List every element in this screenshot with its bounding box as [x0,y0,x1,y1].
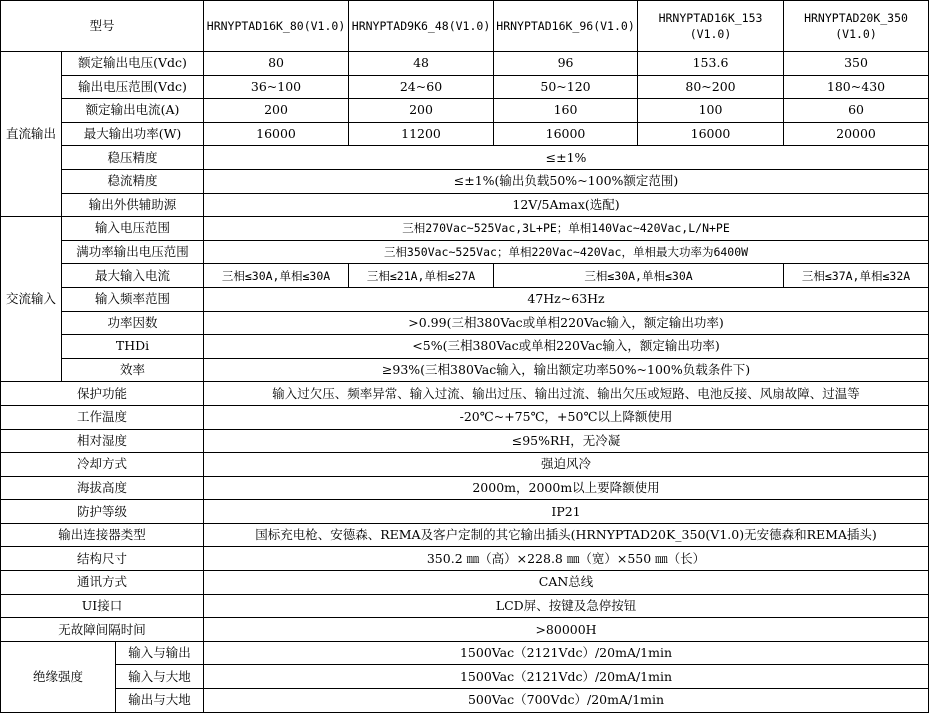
value-cell: ≤95%RH，无冷凝 [204,429,929,453]
value-cell: 20000 [784,122,929,146]
row-label: 功率因数 [62,311,204,335]
table-row [1,335,929,359]
row-label: 输出外供辅助源 [62,193,204,217]
group-label-dc: 直流输出 [1,52,62,217]
value-cell: 96 [494,52,638,76]
table-row [1,547,929,571]
table-row [1,311,929,335]
model-cell: HRNYPTAD20K_350 (V1.0) [784,1,929,52]
value-cell: ≤±1% [204,146,929,170]
value-cell: 国标充电枪、安德森、REMA及客户定制的其它输出插头(HRNYPTAD20K_350(V1.0)无安德森和REMA插头) [204,523,929,547]
model-cell: HRNYPTAD16K_80(V1.0) [204,1,349,52]
value-cell: CAN总线 [204,571,929,595]
row-label: 输出连接器类型 [1,523,204,547]
table-row [1,122,929,146]
group-label-insulation: 绝缘强度 [1,641,116,712]
row-label: 工作温度 [1,405,204,429]
table-row [1,453,929,477]
table-row [1,193,929,217]
value-cell: 350.2 ㎜（高）×228.8 ㎜（宽）×550 ㎜（长） [204,547,929,571]
table-row [1,169,929,193]
value-cell: 500Vac（700Vdc）/20mA/1min [204,689,929,713]
value-cell: -20℃~+75℃，+50℃以上降额使用 [204,405,929,429]
value-cell: 16000 [494,122,638,146]
table-row [1,429,929,453]
row-label: 通讯方式 [1,571,204,595]
table-row [1,146,929,170]
value-cell: 180~430 [784,75,929,99]
value-cell: 200 [204,99,349,123]
table-row [1,358,929,382]
value-cell: 三相350Vac~525Vac；单相220Vac~420Vac，单相最大功率为6400W [204,240,929,264]
table-row [1,240,929,264]
value-cell: 24~60 [349,75,494,99]
row-label: 输入与大地 [116,665,204,689]
row-label: 输入频率范围 [62,287,204,311]
row-label: 冷却方式 [1,453,204,477]
table-row [1,382,929,406]
row-label: 最大输出功率(W) [62,122,204,146]
value-cell: 100 [638,99,784,123]
table-row [1,571,929,595]
value-cell: 36~100 [204,75,349,99]
value-cell: IP21 [204,500,929,524]
value-cell: 48 [349,52,494,76]
model-cell: HRNYPTAD16K_96(V1.0) [494,1,638,52]
row-label: 额定输出电流(A) [62,99,204,123]
table-row [1,618,929,642]
row-label: UI接口 [1,594,204,618]
table-row [1,594,929,618]
table-row [1,665,929,689]
table-row [1,689,929,713]
value-cell: ≥93%(三相380Vac输入，输出额定功率50%~100%负载条件下) [204,358,929,382]
value-cell: <5%(三相380Vac或单相220Vac输入，额定输出功率) [204,335,929,359]
value-cell: 80~200 [638,75,784,99]
row-label: 海拔高度 [1,476,204,500]
value-cell: 50~120 [494,75,638,99]
row-label: 效率 [62,358,204,382]
value-cell: 11200 [349,122,494,146]
value-cell: 60 [784,99,929,123]
table-row [1,52,929,76]
row-label: 输入与输出 [116,641,204,665]
row-label: 无故障间隔时间 [1,618,204,642]
row-label: 最大输入电流 [62,264,204,288]
value-cell: ≤±1%(输出负载50%~100%额定范围) [204,169,929,193]
row-label: 额定输出电压(Vdc) [62,52,204,76]
model-label: 型号 [1,1,204,52]
table-row [1,476,929,500]
value-cell: 350 [784,52,929,76]
table-row [1,75,929,99]
value-cell: 1500Vac（2121Vdc）/20mA/1min [204,641,929,665]
table-row [1,264,929,288]
table-row [1,287,929,311]
value-cell: LCD屏、按键及急停按钮 [204,594,929,618]
table-row [1,500,929,524]
value-cell: 200 [349,99,494,123]
row-label: 结构尺寸 [1,547,204,571]
row-label: 稳压精度 [62,146,204,170]
value-cell: 1500Vac（2121Vdc）/20mA/1min [204,665,929,689]
row-label: 相对湿度 [1,429,204,453]
value-cell: >80000H [204,618,929,642]
value-cell: 47Hz~63Hz [204,287,929,311]
row-label: 保护功能 [1,382,204,406]
value-cell: 输入过欠压、频率异常、输入过流、输出过压、输出过流、输出欠压或短路、电池反接、风扇故障、过温等 [204,382,929,406]
value-cell: 16000 [204,122,349,146]
row-label: 输出电压范围(Vdc) [62,75,204,99]
value-cell: 三相270Vac~525Vac,3L+PE；单相140Vac~420Vac,L/N+PE [204,217,929,241]
table-row [1,405,929,429]
value-cell: 16000 [638,122,784,146]
row-label: 输入电压范围 [62,217,204,241]
row-label: 防护等级 [1,500,204,524]
value-cell: 160 [494,99,638,123]
value-cell: 三相≤30A,单相≤30A [494,264,784,288]
value-cell: >0.99(三相380Vac或单相220Vac输入，额定输出功率) [204,311,929,335]
table-row [1,217,929,241]
table-row [1,99,929,123]
row-label: 稳流精度 [62,169,204,193]
header-row [1,1,929,52]
value-cell: 强迫风冷 [204,453,929,477]
value-cell: 153.6 [638,52,784,76]
group-label-ac: 交流输入 [1,217,62,382]
value-cell: 三相≤30A,单相≤30A [204,264,349,288]
value-cell: 12V/5Amax(选配) [204,193,929,217]
model-cell: HRNYPTAD16K_153 (V1.0) [638,1,784,52]
value-cell: 三相≤21A,单相≤27A [349,264,494,288]
table-row [1,641,929,665]
table-row [1,523,929,547]
value-cell: 80 [204,52,349,76]
row-label: 满功率输出电压范围 [62,240,204,264]
value-cell: 2000m，2000m以上要降额使用 [204,476,929,500]
row-label: 输出与大地 [116,689,204,713]
value-cell: 三相≤37A,单相≤32A [784,264,929,288]
row-label: THDi [62,335,204,359]
model-cell: HRNYPTAD9K6_48(V1.0) [349,1,494,52]
